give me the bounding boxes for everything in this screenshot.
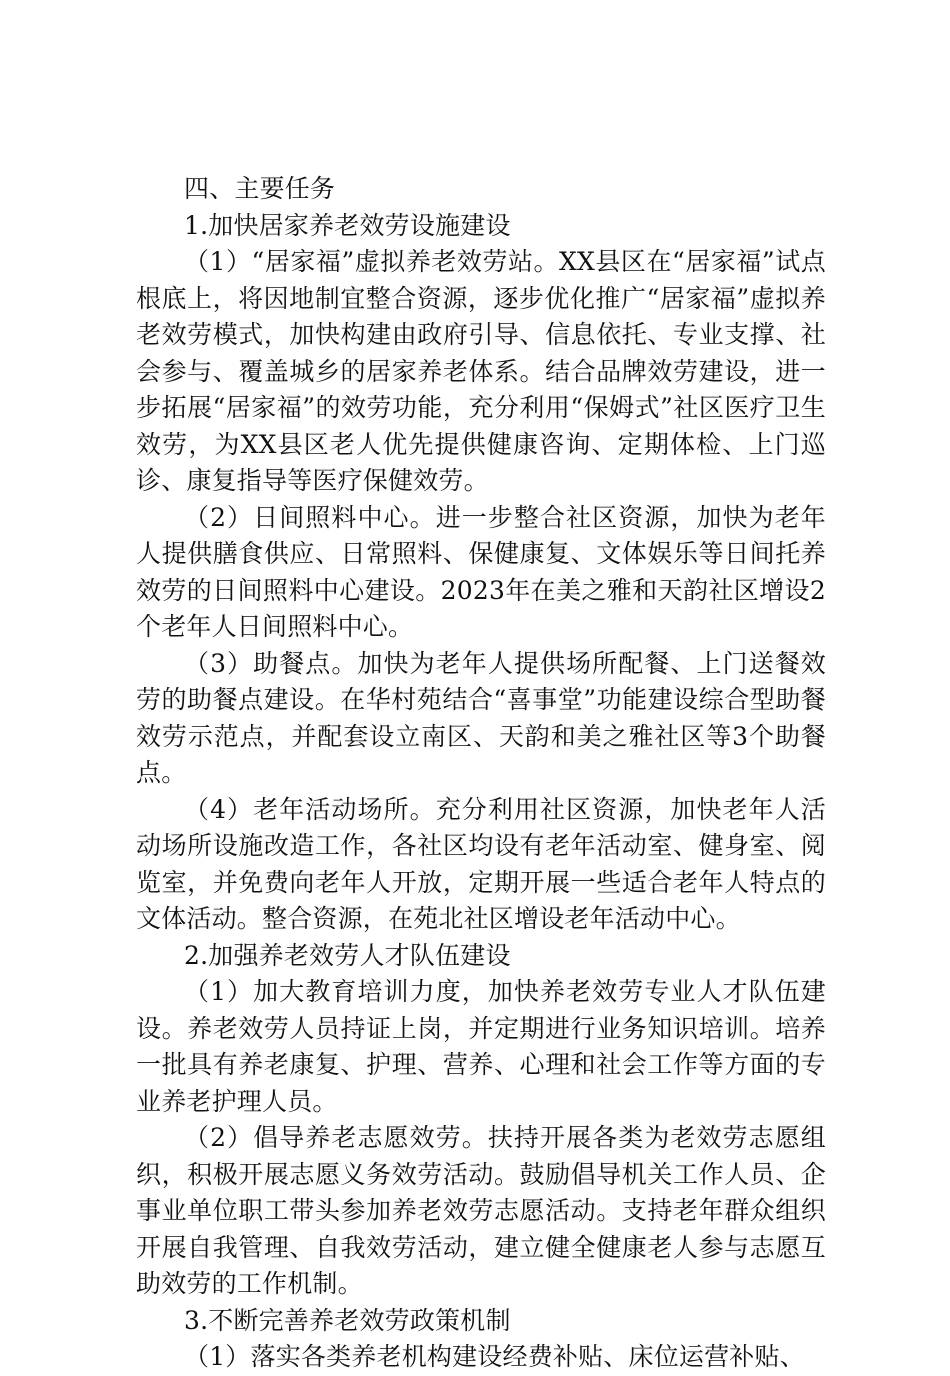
paragraph: （4）老年活动场所。充分利用社区资源，加快老年人活动场所设施改造工作，各社区均设有老年活动室、健身室、阅览室，并免费向老年人开放，定期开展一些适合老年人特点的文体活动。整合资源，在苑北社区增设老年活动中心。: [136, 794, 826, 933]
section-heading: 四、主要任务: [184, 174, 336, 203]
document-body: [136, 171, 826, 1376]
paragraph: （2）日间照料中心。进一步整合社区资源，加快为老年人提供膳食供应、日常照料、保健康复、文体娱乐等日间托养效劳的日间照料中心建设。2023年在美之雅和天韵社区增设2个老年人日间照料中心。: [136, 502, 826, 641]
subsection-title: 2.加强养老效劳人才队伍建设: [184, 940, 511, 970]
subsection-title: 3.不断完善养老效劳政策机制: [184, 1305, 511, 1335]
paragraph: （2）倡导养老志愿效劳。扶持开展各类为老效劳志愿组织，积极开展志愿义务效劳活动。鼓励倡导机关工作人员、企事业单位职工带头参加养老效劳志愿活动。支持老年群众组织开展自我管理、自我效劳活动，建立健全健康老人参与志愿互助效劳的工作机制。: [136, 1123, 826, 1298]
paragraph: （3）助餐点。加快为老年人提供场所配餐、上门送餐效劳的助餐点建设。在华村苑结合“喜事堂”功能建设综合型助餐效劳示范点，并配套设立南区、天韵和美之雅社区等3个助餐点。: [136, 648, 826, 787]
paragraph: （1）加大教育培训力度，加快养老效劳专业人才队伍建设。养老效劳人员持证上岗，并定期进行业务知识培训。培养一批具有养老康复、护理、营养、心理和社会工作等方面的专业养老护理人员。: [136, 977, 826, 1116]
paragraph: （1）“居家福”虚拟养老效劳站。XX县区在“居家福”试点根底上，将因地制宜整合资源，逐步优化推广“居家福”虚拟养老效劳模式，加快构建由政府引导、信息依托、专业支撑、社会参与、覆盖城乡的居家养老体系。结合品牌效劳建设，进一步拓展“居家福”的效劳功能，充分利用“保姆式”社区医疗卫生效劳，为XX县区老人优先提供健康咨询、定期体检、上门巡诊、康复指导等医疗保健效劳。: [136, 247, 826, 495]
paragraph: （1）落实各类养老机构建设经费补贴、床位运营补贴、: [184, 1342, 805, 1371]
subsection-title: 1.加快居家养老效劳设施建设: [184, 210, 511, 240]
